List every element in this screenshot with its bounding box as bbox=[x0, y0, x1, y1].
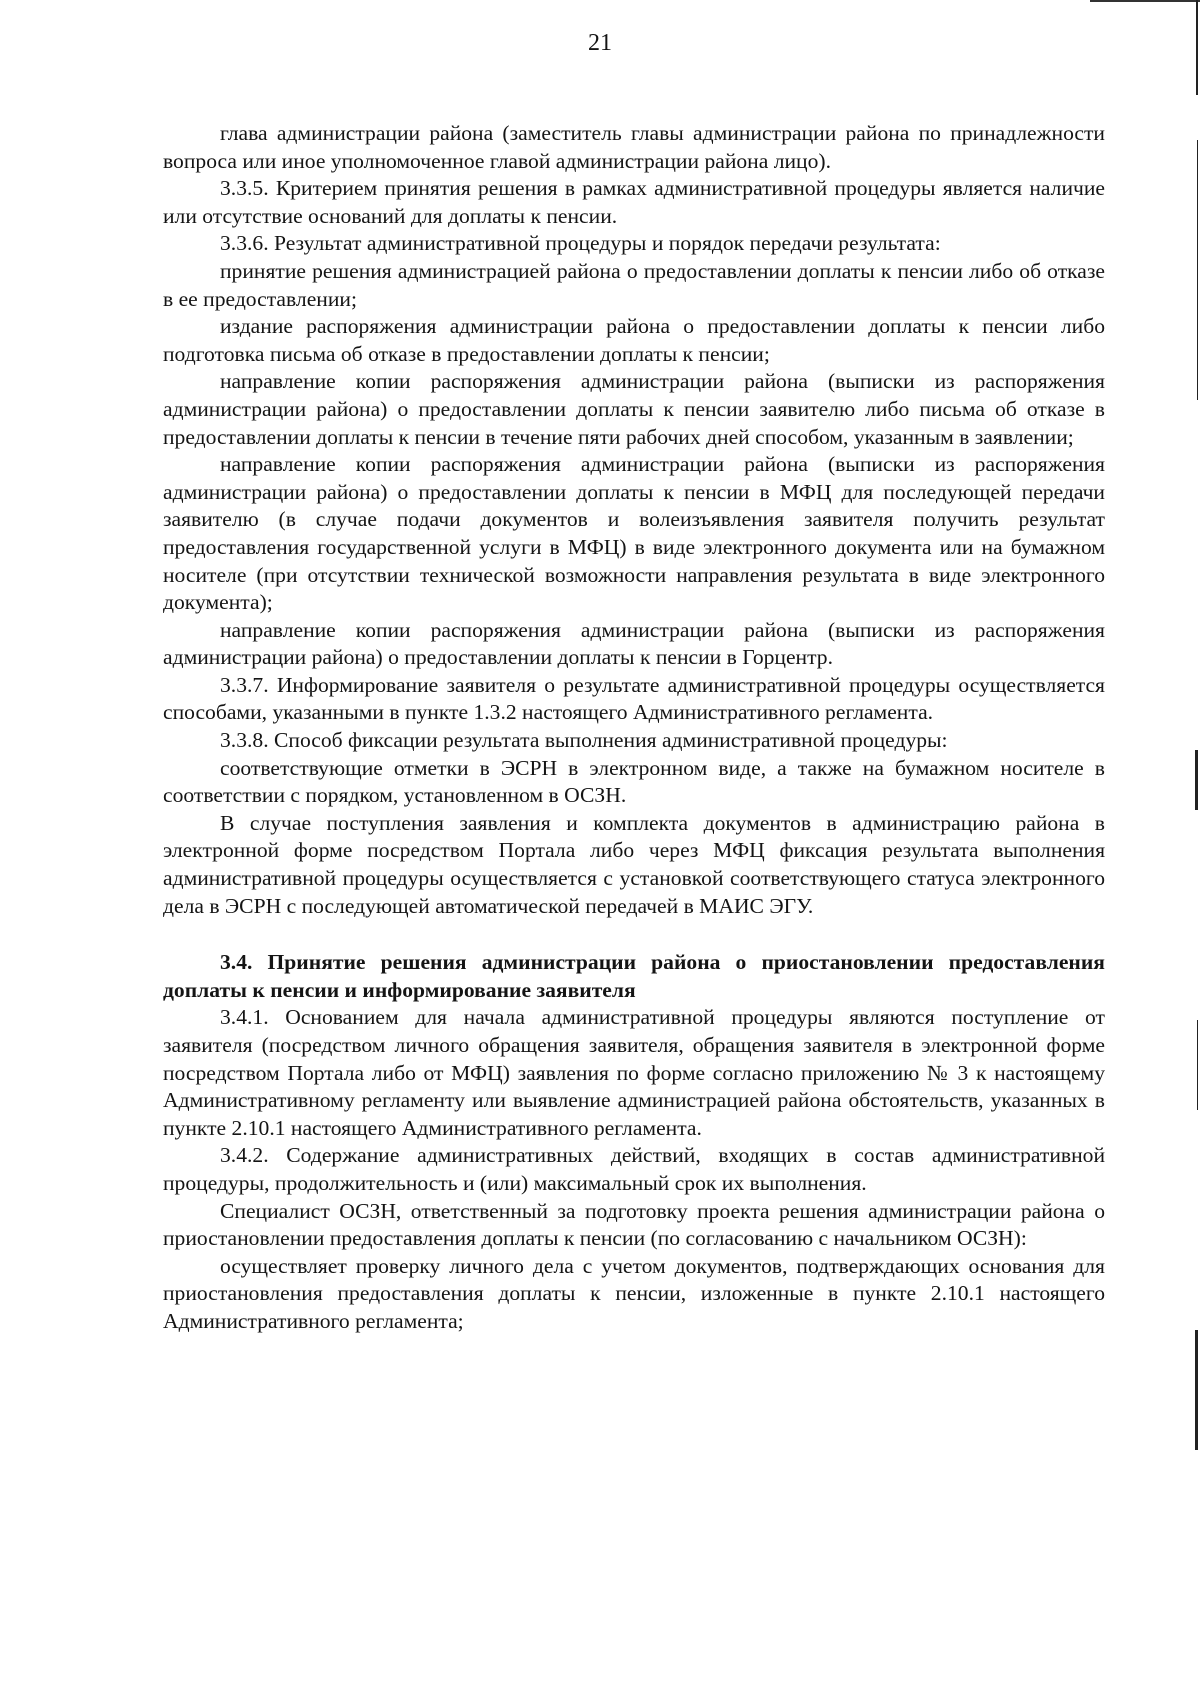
paragraph: направление копии распоряжения администрации района (выписки из распоряжения администрации района) о предоставлении доплаты к пенсии в Горцентр. bbox=[163, 617, 1105, 670]
paragraph: направление копии распоряжения администрации района (выписки из распоряжения администрации района) о предоставлении доплаты к пенсии заявителю либо письма об отказе в предоставлении доплаты к пенсии в течение пяти рабочих дней способом, указанным в заявлении; bbox=[163, 369, 1105, 449]
paragraph: 3.4.1. Основанием для начала административной процедуры являются поступление от заявителя (посредством личного обращения заявителя, обращения заявителя в электронной форме посредством Портала либо от МФЦ) заявления по форме согласно приложению № 3 к настоящему Административному регламенту или выявление администрацией района обстоятельств, указанных в пункте 2.10.1 настоящего Административного регламента. bbox=[163, 1005, 1105, 1140]
scan-edge-top bbox=[1090, 0, 1200, 2]
paragraph: 3.3.5. Критерием принятия решения в рамках административной процедуры является наличие или отсутствие оснований для доплаты к пенсии. bbox=[163, 176, 1105, 228]
paragraph: 3.3.6. Результат административной процедуры и порядок передачи результата: bbox=[220, 231, 941, 256]
paragraph: 3.4.2. Содержание административных действий, входящих в состав административной процедуры, продолжительность и (или) максимальный срок их выполнения. bbox=[163, 1143, 1105, 1195]
paragraph: 3.3.7. Информирование заявителя о результате административной процедуры осуществляется способами, указанными в пункте 1.3.2 настоящего Административного регламента. bbox=[163, 672, 1105, 725]
paragraph: глава администрации района (заместитель главы администрации района по принадлежности вопроса или иное уполномоченное главой администрации района лицо). bbox=[163, 121, 1105, 173]
paragraph: В случае поступления заявления и комплекта документов в администрацию района в электронной форме посредством Портала либо через МФЦ фиксация результата выполнения административной процедуры осуществляется с установкой соответствующего статуса электронного дела в ЭСРН с последующей автоматической передачей в МАИС ЭГУ. bbox=[163, 810, 1105, 918]
scan-edge-mark bbox=[1197, 1020, 1198, 1110]
paragraph: соответствующие отметки в ЭСРН в электронном виде, а также на бумажном носителе в соответствии с порядком, установленном в ОСЗН. bbox=[163, 755, 1105, 808]
paragraph: направление копии распоряжения администрации района (выписки из распоряжения администрации района) о предоставлении доплаты к пенсии в МФЦ для последующей передачи заявителю (в случае подачи документов и волеизъявления заявителя получить результат предоставления государственной услуги в МФЦ) в виде электронного документа или на бумажном носителе (при отсутствии технической возможности направления результата в виде электронного документа); bbox=[163, 452, 1105, 615]
paragraph: 3.3.8. Способ фиксации результата выполнения административной процедуры: bbox=[220, 728, 948, 753]
paragraph: издание распоряжения администрации района о предоставлении доплаты к пенсии либо подготовка письма об отказе в предоставлении доплаты к пенсии; bbox=[163, 314, 1105, 366]
document-body bbox=[163, 120, 1105, 1336]
scan-edge-mark bbox=[1195, 750, 1198, 810]
section-heading: 3.4. Принятие решения администрации района о приостановлении предоставления доплаты к пенсии и информирование заявителя bbox=[163, 950, 1105, 1002]
scan-edge-mark bbox=[1195, 1330, 1198, 1450]
page-number: 21 bbox=[588, 30, 612, 56]
paragraph: осуществляет проверку личного дела с учетом документов, подтверждающих основания для приостановления предоставления доплаты к пенсии, изложенные в пункте 2.10.1 настоящего Административного регламента; bbox=[163, 1253, 1105, 1333]
scan-edge-mark bbox=[1197, 140, 1198, 400]
paragraph: Специалист ОСЗН, ответственный за подготовку проекта решения администрации района о приостановлении предоставления доплаты к пенсии (по согласованию с начальником ОСЗН): bbox=[163, 1198, 1105, 1251]
paragraph: принятие решения администрацией района о предоставлении доплаты к пенсии либо об отказе в ее предоставлении; bbox=[163, 258, 1105, 311]
